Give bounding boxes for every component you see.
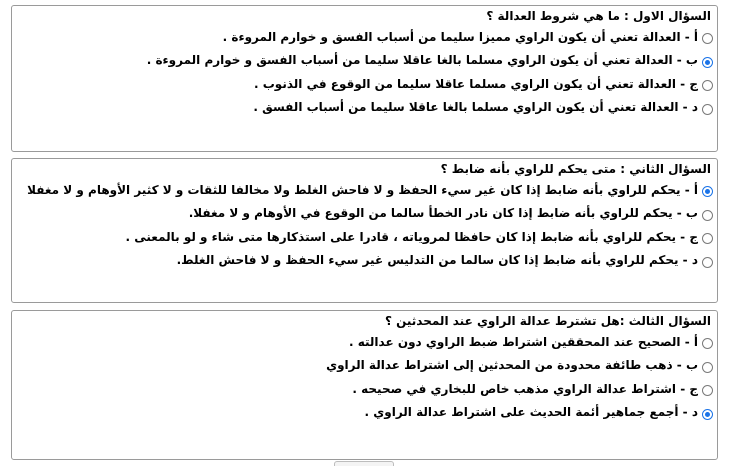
- radio-button[interactable]: [702, 338, 713, 349]
- question-3-box: [11, 310, 718, 460]
- question-1-option-a[interactable]: [12, 25, 717, 49]
- question-2-box: [11, 158, 718, 303]
- question-1-option-b[interactable]: [12, 49, 717, 73]
- radio-button[interactable]: [702, 409, 713, 420]
- question-1-box: [11, 5, 718, 152]
- option-label: ب - العدالة تعني أن يكون الراوي مسلما بالغا عاقلا سليما من أسباب الفسق و خوارم المروءة .: [146, 53, 698, 68]
- option-label: ب - ذهب طائفة محدودة من المحدثين إلى اشتراط عدالة الراوي: [326, 358, 698, 373]
- option-label: د - يحكم للراوي بأنه ضابط إذا كان سالما من التدليس غير سيء الحفظ و لا فاحش الغلط.: [176, 253, 698, 268]
- radio-button[interactable]: [702, 33, 713, 44]
- option-label: د - أجمع جماهير أئمة الحديث على اشتراط عدالة الراوي .: [364, 405, 698, 420]
- option-label: ب - يحكم للراوي بأنه ضابط إذا كان نادر الخطأ سالما من الوقوع في الأوهام و لا مغفلا.: [188, 206, 698, 221]
- radio-button[interactable]: [702, 362, 713, 373]
- radio-button[interactable]: [702, 233, 713, 244]
- radio-button[interactable]: [702, 57, 713, 68]
- option-label: د - العدالة تعني أن يكون الراوي مسلما بالغا عاقلا سليما من أسباب الفسق .: [253, 100, 698, 115]
- question-1-option-c[interactable]: [12, 72, 717, 96]
- question-2-option-c[interactable]: [12, 225, 717, 249]
- option-label: ج - يحكم للراوي بأنه ضابط إذا كان حافظا لمروياته ، قادرا على استذكارها متى شاء و لو بالمعنى .: [125, 229, 698, 244]
- question-3-option-c[interactable]: [12, 377, 717, 401]
- option-label: أ - العدالة تعني أن يكون الراوي مميزا سليما من أسباب الفسق و خوارم المروءة .: [222, 29, 698, 44]
- question-2-title: السؤال الثاني : متى يحكم للراوي بأنه ضابط ؟: [440, 162, 711, 176]
- question-3-option-d[interactable]: [12, 401, 717, 425]
- question-3-option-b[interactable]: [12, 354, 717, 378]
- bottom-button[interactable]: [334, 461, 394, 466]
- option-label: أ - الصحيح عند المحققين اشتراط ضبط الراوي دون عدالته .: [348, 334, 698, 349]
- option-label: ج - العدالة تعني أن يكون الراوي مسلما عاقلا سليما من الوقوع في الذنوب .: [254, 76, 698, 91]
- radio-button[interactable]: [702, 210, 713, 221]
- radio-button[interactable]: [702, 80, 713, 91]
- radio-button[interactable]: [702, 104, 713, 115]
- question-1-option-d[interactable]: [12, 96, 717, 120]
- question-2-option-b[interactable]: [12, 202, 717, 226]
- radio-button[interactable]: [702, 257, 713, 268]
- question-3-title: السؤال الثالث :هل تشترط عدالة الراوي عند المحدثين ؟: [384, 314, 711, 328]
- option-label: أ - يحكم للراوي بأنه ضابط إذا كان غير سيء الحفظ و لا فاحش الغلط ولا مخالفا للثقات و لا كثير الأوهام و لا مغفلا: [27, 182, 698, 197]
- question-2-option-d[interactable]: [12, 249, 717, 273]
- question-3-option-a[interactable]: [12, 330, 717, 354]
- option-label: ج - اشتراط عدالة الراوي مذهب خاص للبخاري في صحيحه .: [352, 381, 698, 396]
- radio-button[interactable]: [702, 385, 713, 396]
- question-1-title: السؤال الاول : ما هي شروط العدالة ؟: [486, 9, 711, 23]
- question-2-option-a[interactable]: [12, 178, 717, 202]
- radio-button[interactable]: [702, 186, 713, 197]
